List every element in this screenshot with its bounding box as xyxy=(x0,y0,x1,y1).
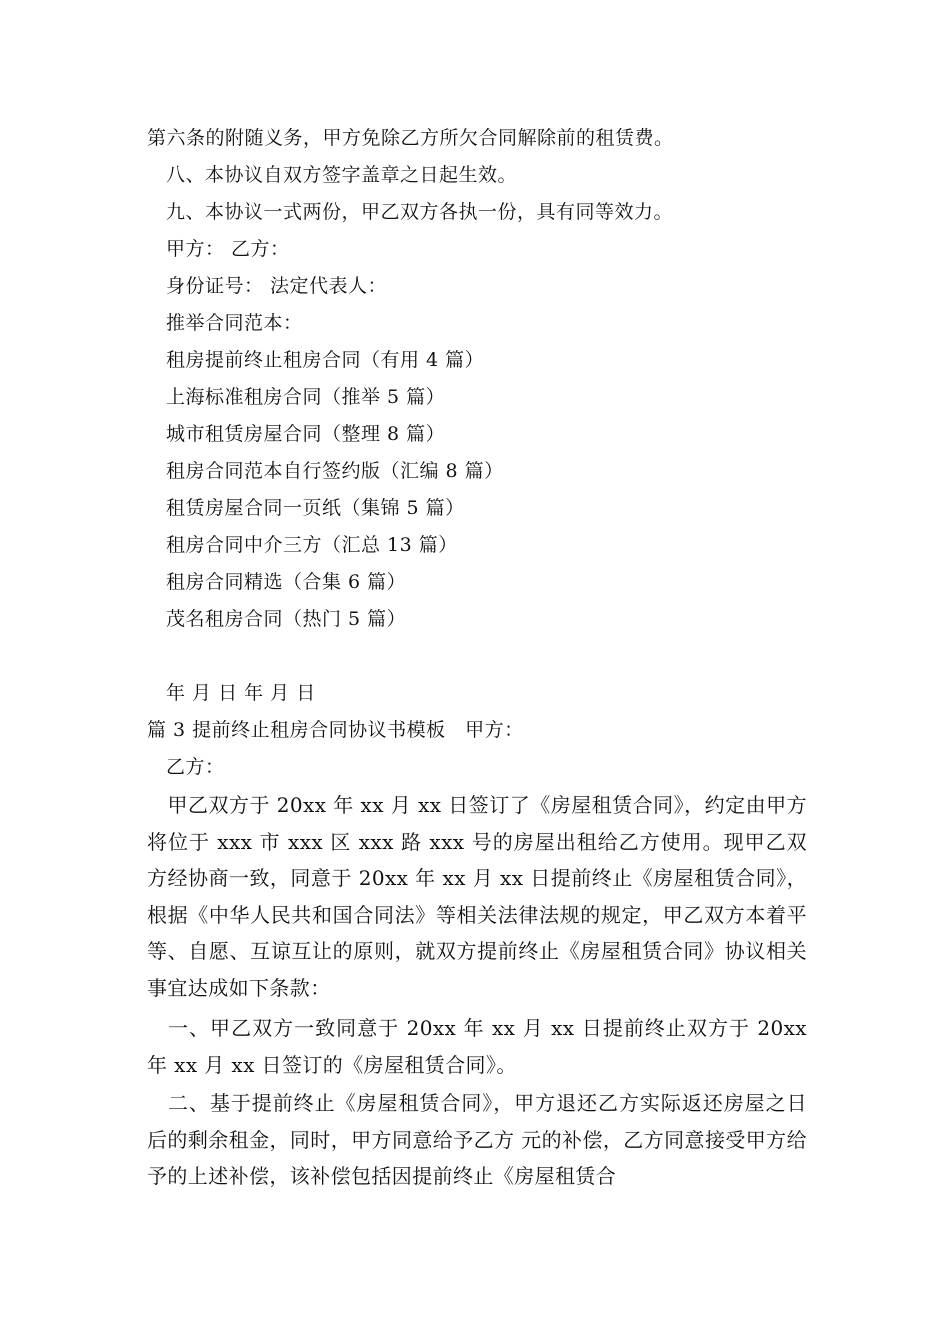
clause-9: 九、本协议一式两份，甲乙双方各执一份，具有同等效力。 xyxy=(166,201,674,223)
date-line: 年 月 日 年 月 日 xyxy=(166,682,316,704)
recommend-item[interactable]: 城市租赁房屋合同（整理 8 篇） xyxy=(166,423,446,445)
recommend-item[interactable]: 租房合同范本自行签约版（汇编 8 篇） xyxy=(166,460,504,482)
section-title: 篇 3 提前终止租房合同协议书模板 甲方： xyxy=(147,719,524,741)
recommend-item[interactable]: 租房合同精选（合集 6 篇） xyxy=(166,571,407,593)
recommend-item[interactable]: 茂名租房合同（热门 5 篇） xyxy=(166,608,407,630)
body-paragraph: 一、甲乙双方一致同意于 20xx 年 xx 月 xx 日提前终止双方于 20xx 年 xx 月 xx 日签订的《房屋租赁合同》。 xyxy=(147,1016,807,1077)
recommend-item[interactable]: 租房合同中介三方（汇总 13 篇） xyxy=(166,534,458,556)
party-b-line: 乙方： xyxy=(166,756,225,778)
recommend-heading: 推举合同范本： xyxy=(166,312,303,334)
recommend-item[interactable]: 上海标准租房合同（推举 5 篇） xyxy=(166,386,446,408)
body-paragraph: 甲乙双方于 20xx 年 xx 月 xx 日签订了《房屋租赁合同》，约定由甲方将位于 xxx 市 xxx 区 xxx 路 xxx 号的房屋出租给乙方使用。现甲乙双方经协商一致，同意于 20xx 年 xx 月 xx 日提前终止《房屋租赁合同》，根据《中华人民共和国合同法》等相关法律法规的规定，甲乙双方本着平等、自愿、互谅互让的原则，就双方提前终止《房屋租赁合同》协议相关事宜达成如下条款： xyxy=(147,793,807,1000)
parties-line: 甲方： 乙方： xyxy=(166,238,290,260)
recommend-item[interactable]: 租赁房屋合同一页纸（集锦 5 篇） xyxy=(166,497,465,519)
clause-8: 八、本协议自双方签字盖章之日起生效。 xyxy=(166,164,518,186)
id-line: 身份证号： 法定代表人： xyxy=(166,275,388,297)
body-paragraph: 二、基于提前终止《房屋租赁合同》，甲方退还乙方实际返还房屋之日后的剩余租金，同时，甲方同意给予乙方 元的补偿，乙方同意接受甲方给予的上述补偿，该补偿包括因提前终止《房屋租赁合 xyxy=(147,1091,807,1189)
intro-line: 第六条的附随义务，甲方免除乙方所欠合同解除前的租赁费。 xyxy=(147,127,674,149)
recommend-item[interactable]: 租房提前终止租房合同（有用 4 篇） xyxy=(166,349,485,371)
